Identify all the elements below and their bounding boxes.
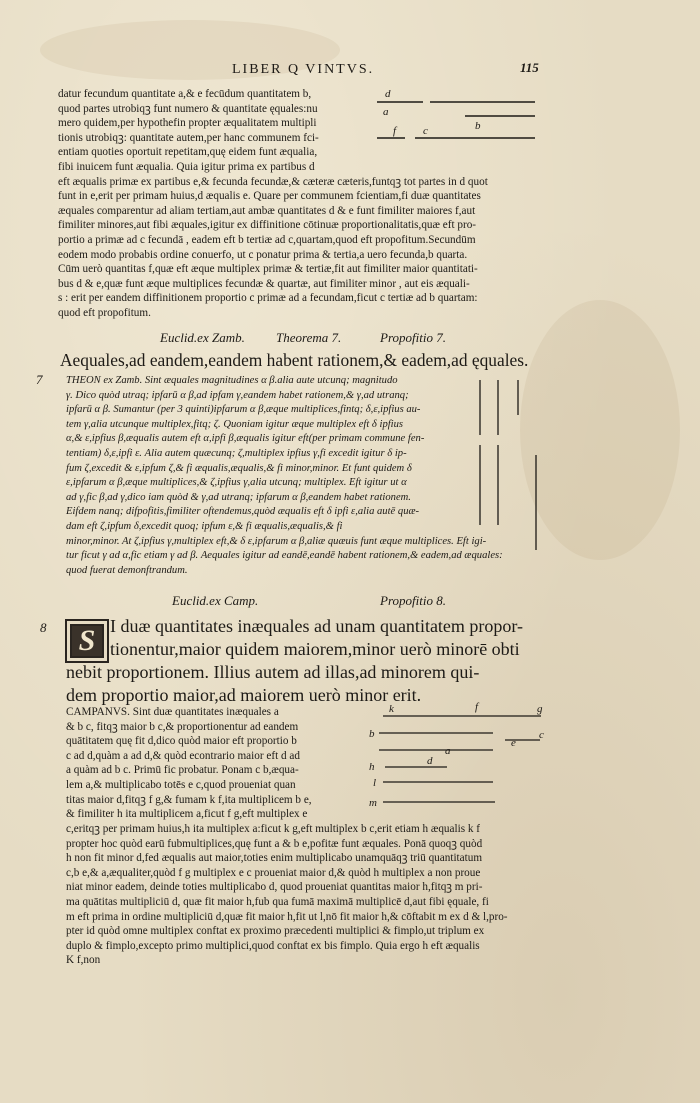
proposition-7-enunciation: Aequales,ad eandem,eandem habent rationem,& eadem,ad ęquales. (60, 350, 529, 370)
diagram-label-k: k (389, 703, 394, 715)
diagram-label-c: c (423, 125, 428, 137)
proposition-6-line: portio a primæ ad c fecundā , eadem eft b tertiæ ad c,quartam,quod eft propofitum.Secundūm (58, 233, 476, 246)
proposition-7-line: fum ζ,excedit & ε,ipfum ζ,& fi æqualis,æqualis,& fi minor,minor. Et funt quidem δ (66, 462, 412, 474)
proposition-7-diagram (470, 375, 545, 560)
proposition-6-line: Cūm uerò quantitas f,quæ eft æque multiplex primæ & tertiæ,fit aut fimiliter maior quantitati- (58, 263, 478, 276)
margin-number-8: 8 (40, 620, 47, 635)
diagram-label-m: m (369, 797, 377, 809)
diagram-label-g: g (537, 703, 543, 715)
proposition-6-line: entiam quoties oportuit repetitam,quę eidem funt æqualia, (58, 146, 318, 159)
proposition-6-line: funt in e,erit per primam huius,d æqualis e. Quare per communem fcientiam,fi duæ quantitates (58, 190, 481, 203)
proposition-7-line: ipfarū α β. Sumantur (per 3 quinti)ipfarum α β,æque multiplices,fintq; δ,ε,ipfius au- (66, 404, 421, 416)
proposition-6-line: mero quidem,per hypothefin propter æqualitatem multipli (58, 117, 317, 130)
proposition-8-line: a quàm ad b c. Primū fic probatur. Ponam c b,æqua- (66, 764, 299, 777)
diagram-label-b2: b (369, 728, 375, 740)
proposition-8-diagram (365, 700, 555, 810)
proposition-6-line: quod partes utrobiqꝫ funt numero & quantitate ęquales:nu (58, 102, 318, 115)
proposition-8-line: h non fit minor d,fed æqualis aut maior,toties enim multiplicabo unamquāqꝫ triū quantitatum (66, 852, 483, 865)
diagram-label-h: h (369, 761, 375, 773)
proposition-8-text-narrow (66, 705, 312, 822)
decorated-initial (65, 619, 109, 663)
proposition-8-line: & b c, fitqꝫ maior b c,& proportionentur ad eandem (66, 720, 299, 733)
proposition-8-enunciation-line-2: tionentur,maior quidem maiorem,minor uerò minorē obti (110, 639, 520, 659)
proposition-6-line: eodem modo probabis ordine conuerfo, ut c ponatur prima & tertia,a uero fecunda,b quarta. (58, 248, 468, 261)
proposition-8-line: titas maior d,fitqꝫ f g,& fumam k f,ita multiplicem b e, (66, 793, 312, 806)
proposition-8-caption-right: Propofitio 8. (380, 593, 446, 608)
proposition-6-line: eft æqualis primæ ex partibus e,& fecunda fecundæ,& cæteræ cæteris,funtqꝫ tot partes in d quot (58, 175, 488, 188)
diagram-label-f2: f (475, 701, 479, 713)
decorated-initial-letter: S (78, 624, 96, 657)
diagram-label-f: f (393, 125, 397, 137)
proposition-7-line: tentiam) δ,ε,ipfi ε. Alia autem quæcunq; ζ,multiplex ipfius γ,fi excedit igitur δ ip- (66, 447, 407, 459)
proposition-8-enunciation-line-1: I duæ quantitates inæquales ad unam quantitatem propor- (110, 616, 524, 636)
proposition-8-line: propter hoc quòd earū fubmultiplices,quę funt a & b e,pofitæ funt æquales. Ponā quoqꝫ quòd (66, 837, 483, 850)
proposition-6-line: quod eft propofitum. (58, 306, 151, 319)
proposition-8-line: m eft prima in ordine multipliciū d,quæ fit maior h,fit ut l,nō fit maior h,& cōftabit m ex d & l,pro- (66, 910, 508, 923)
proposition-6-line: fibi inuicem funt æqualia. Quia igitur prima ex partibus d (58, 160, 315, 173)
proposition-8-line: lem a,& multiplicabo totēs e c,quod proueniat quan (66, 778, 296, 791)
proposition-8-line: c,b e,& a,æqualiter,quòd f g multiplex e c proueniat maior d,& quòd h multiplex a non proue (66, 866, 481, 879)
running-head: LIBER Q VINTVS. (232, 62, 375, 77)
proposition-8-line: c,eritqꝫ per primam huius,h ita multiplex a:ficut k g,eft multiplex b c,erit etiam h æqualis k f (66, 823, 480, 835)
proposition-6-diagram (375, 82, 540, 152)
diagram-label-b: b (475, 120, 481, 132)
proposition-8-caption-left: Euclid.ex Camp. (172, 593, 259, 608)
proposition-7-line: ε,ipfarum α β,æque multiplices,& ζ,ipfius γ,alia utcunq; multiplex. Eft igitur ut α (66, 477, 407, 489)
diagram-label-l: l (373, 777, 377, 789)
proposition-8-text-full (66, 822, 508, 968)
proposition-8-line: ma quātitas multipliciū d, quæ fit maior h,fub qua fumā maximā multiplicē d,aut fibi ęquale, fi (66, 895, 489, 908)
proposition-7-line: tem γ,alia utcunque multiplex,fitq; ζ. Quoniam igitur æque multiplex eft δ ipfius (66, 418, 404, 430)
proposition-7-line: ad γ,fic β,ad γ,dico iam quòd & γ,ad utranq; ipfarum α β,eandem habet rationem. (66, 491, 411, 503)
proposition-7-line: γ. Dico quòd utraq; ipfarū α β,ad ipfam γ,eandem habet rationem,& γ,ad utranq; (66, 389, 409, 401)
page-number: 115 (520, 60, 539, 75)
theorem-7-caption-mid: Theorema 7. (276, 330, 342, 345)
proposition-7-line: Eifdem nanq; difpofitis,fimiliter oftendemus,quòd æqualis eft δ ipfi ε,alia autē quæ- (66, 506, 420, 518)
proposition-7-line: dam eft ζ,ipfum δ,excedit quoq; ipfum ε,& fi æqualis,æqualis,& fi (66, 520, 343, 532)
proposition-8-line: K f,non (66, 954, 101, 967)
proposition-8-line: quātitatem quę fit d,dico quòd maior eft proportio b (66, 735, 297, 748)
theorem-7-caption-left: Euclid.ex Zamb. (160, 330, 245, 345)
proposition-6-line: bus d & e,quæ funt æque multiplices fecundæ & quartæ, aut fimiliter minor , aut eis æquali- (58, 277, 470, 290)
page-header (0, 62, 700, 84)
proposition-8-line: niat minor eadem, deinde toties multiplicabo d, quod proueniat quantitas maior h,fitqꝫ m pri- (66, 881, 483, 894)
diagram-label-a2: a (445, 745, 451, 757)
proposition-7-line: quod fuerat demonftrandum. (66, 564, 188, 576)
proposition-8-line: pter id quòd omne multiplex conftat ex proximo præcedenti multiplici & fimplo,ut triplum ex (66, 925, 485, 938)
diagram-label-d2: d (427, 755, 433, 767)
proposition-6-line: s : erit per eandem diffinitionem proportio c primæ ad a fecundam,ficut c tertiæ ad b quartam: (58, 292, 478, 305)
proposition-7-line: minor,minor. At ζ,ipfius γ,multiplex eft,& δ ε,ipfarum α β,aliæ quæuis funt æque multiplices. Eft igi- (66, 535, 487, 547)
proposition-6-line: tionis utrobiqꝫ: quantitate autem,per hanc communem fci- (58, 131, 319, 144)
diagram-label-e: e (511, 737, 516, 749)
proposition-7-line: α,& ε,ipfius β,æqualis autem eft α,ipfi β,æqualis igitur eft(per primam commune fen- (66, 433, 425, 445)
proposition-7-text (66, 374, 503, 578)
theorem-7-caption-right: Propofitio 7. (380, 330, 446, 345)
proposition-8-line: & fimiliter h ita multiplicem a,ficut f g,eft multiplex e (66, 808, 308, 821)
proposition-6-line: fimiliter minores,aut fibi æquales,igitur ex diffinitione cōtinuæ proportionalitatis,quæ eft pro- (58, 219, 477, 232)
proposition-8-line: c ad d,quàm a ad d,& quòd econtrario maior eft d ad (66, 749, 300, 762)
proposition-6-line: datur fecundum quantitate a,& e fecūdum quantitatem b, (58, 88, 312, 100)
proposition-8-enunciation-line-4: dem proportio maior,ad maiorem uerò minor erit. (66, 685, 422, 705)
diagram-label-c2: c (539, 729, 544, 741)
proposition-6-line: æquales comparentur ad aliam tertiam,aut ambæ quantitates d & e funt fimiliter maiores f,aut (58, 204, 476, 217)
proposition-8-enunciation-line-3: nebit proportionem. Illius autem ad illas,ad minorem qui- (66, 662, 480, 682)
proposition-7-line: THEON ex Zamb. Sint æquales magnitudines α β.alia aute utcunq; magnitudo (66, 375, 398, 386)
proposition-8-line: CAMPANVS. Sint duæ quantitates inæquales a (66, 706, 279, 718)
diagram-label-a: a (383, 106, 389, 118)
proposition-7-line: tur ficut γ ad α,fic etiam γ ad β. Aequales igitur ad eandē,eandē habent rationem,& eadem,ad æquales: (66, 550, 503, 562)
diagram-label-d: d (385, 88, 391, 100)
margin-number-7: 7 (36, 372, 43, 387)
proposition-8-line: duplo & fimplo,excepto primo multiplici,quod conftat ex bis fimplo. Quia ergo h eft æqualis (66, 939, 480, 952)
